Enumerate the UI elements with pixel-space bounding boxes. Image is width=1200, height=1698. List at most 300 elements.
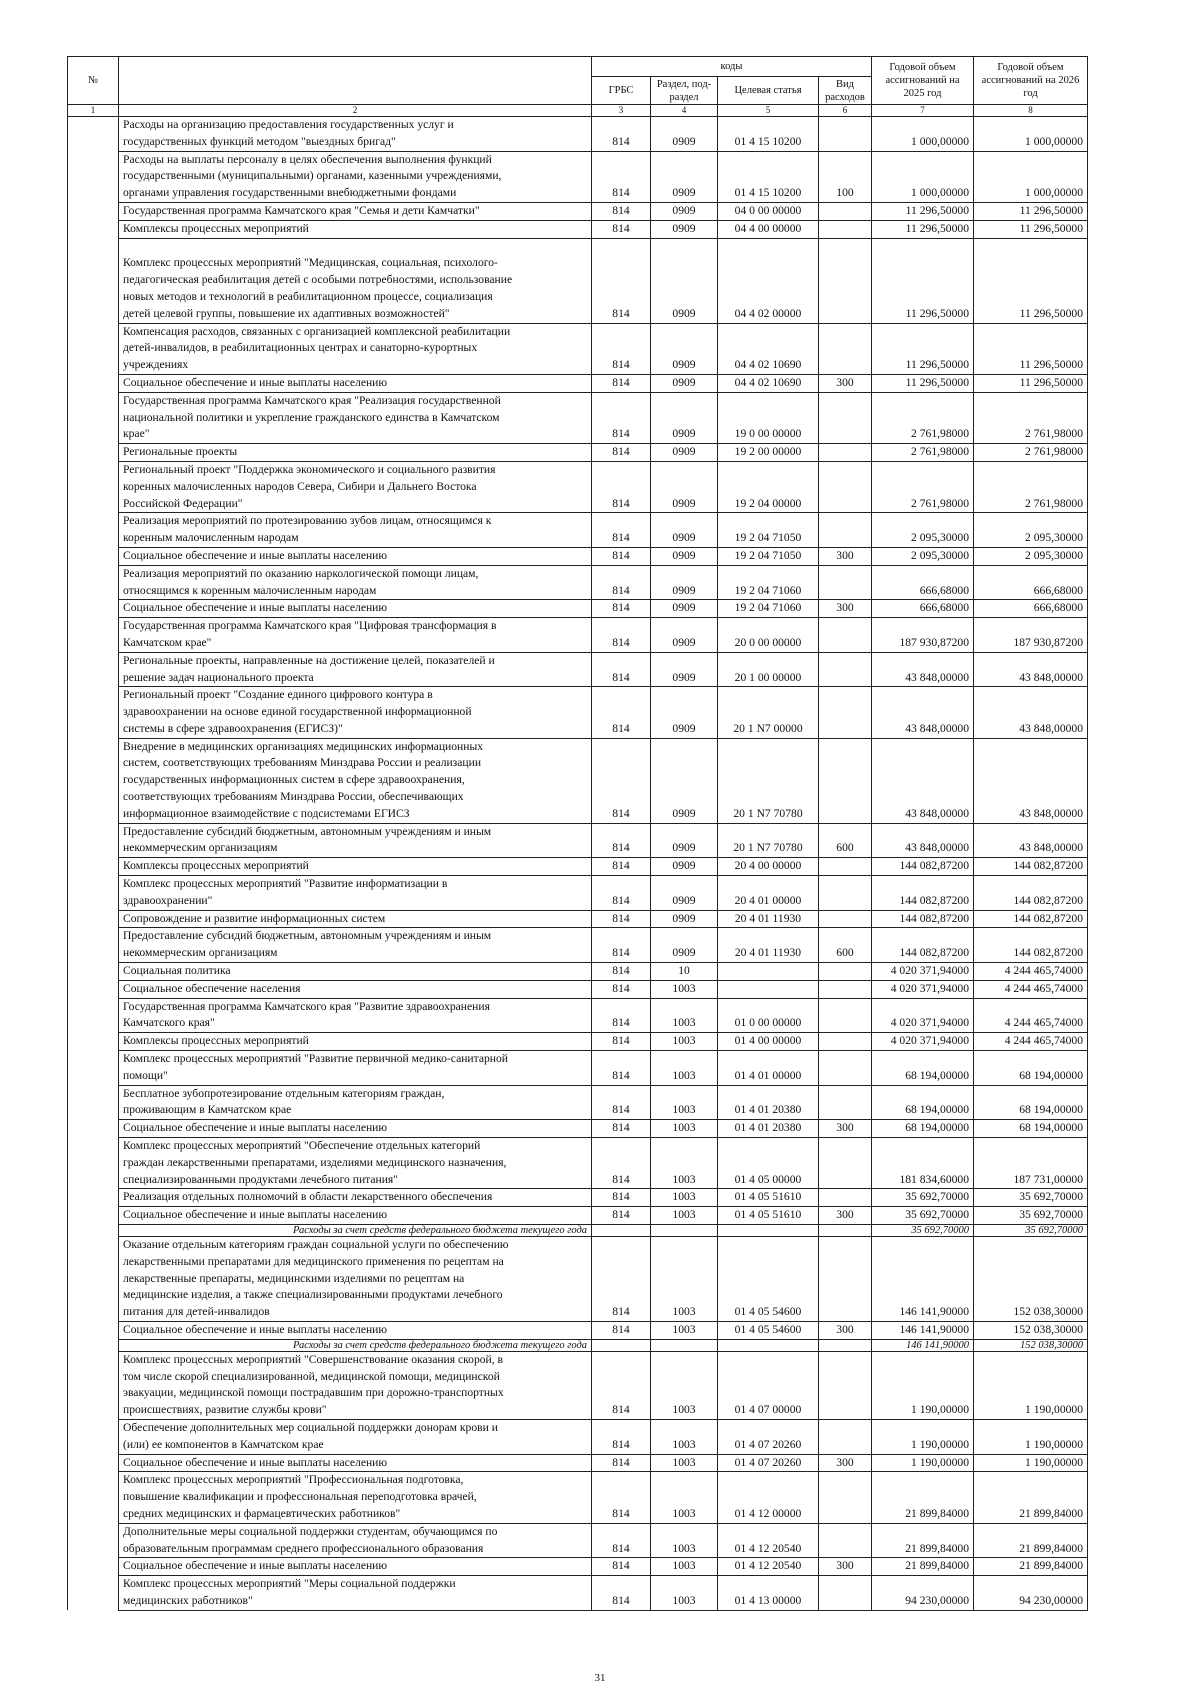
row-number-cell [68,392,119,443]
row-grbs: 814 [592,151,651,202]
row-volume-2025: 2 761,98000 [872,444,974,462]
row-name: Обеспечение дополнительных мер социальной поддержки донорам крови и (или) ее компонентов в Камчатском крае [119,1419,592,1454]
row-target: 04 4 02 10690 [718,374,819,392]
row-grbs: 814 [592,687,651,738]
header-name [119,57,592,105]
row-number-cell [68,980,119,998]
row-grbs: 814 [592,928,651,963]
row-name: Государственная программа Камчатского края "Цифровая трансформация в Камчатском крае" [119,618,592,653]
row-section: 0909 [651,461,718,512]
row-grbs: 814 [592,1321,651,1339]
row-volume-2026: 2 761,98000 [974,461,1088,512]
col-number-5: 5 [718,105,819,117]
row-number-cell [68,323,119,374]
row-volume-2026: 11 296,50000 [974,374,1088,392]
row-expense-type [819,220,872,238]
table-row [68,1120,1088,1138]
row-name: Расходы на организацию предоставления государственных услуг и государственных функций методом "выездных бригад" [119,117,592,152]
col-number-2: 2 [119,105,592,117]
row-expense-type [819,858,872,876]
table-row [68,238,1088,323]
row-expense-type [819,1339,872,1351]
row-number-cell [68,1523,119,1558]
col-number-7: 7 [872,105,974,117]
row-volume-2025: 4 020 371,94000 [872,1033,974,1051]
row-expense-type [819,117,872,152]
row-volume-2025: 43 848,00000 [872,738,974,823]
row-name: Социальное обеспечение и иные выплаты населению [119,1321,592,1339]
row-section: 0909 [651,151,718,202]
row-number-cell [68,1419,119,1454]
row-section: 0909 [651,600,718,618]
row-target: 04 4 02 10690 [718,323,819,374]
row-grbs: 814 [592,1472,651,1523]
row-section: 0909 [651,238,718,323]
row-target [718,1339,819,1351]
row-grbs [592,1339,651,1351]
table-row [68,392,1088,443]
row-expense-type: 600 [819,823,872,858]
row-target: 19 0 00 00000 [718,392,819,443]
row-number-cell [68,600,119,618]
row-volume-2026: 4 244 465,74000 [974,1033,1088,1051]
row-volume-2026: 2 761,98000 [974,444,1088,462]
table-row [68,1051,1088,1086]
row-target: 01 4 07 00000 [718,1351,819,1419]
row-section: 1003 [651,1207,718,1225]
row-target: 04 0 00 00000 [718,202,819,220]
row-number-cell [68,1472,119,1523]
table-row [68,998,1088,1033]
row-expense-type [819,652,872,687]
row-volume-2026: 21 899,84000 [974,1558,1088,1576]
row-volume-2026: 1 000,00000 [974,151,1088,202]
row-grbs: 814 [592,1454,651,1472]
row-section: 1003 [651,980,718,998]
row-grbs: 814 [592,652,651,687]
row-section: 0909 [651,392,718,443]
row-volume-2025: 68 194,00000 [872,1085,974,1120]
row-number-cell [68,117,119,152]
row-target: 20 4 01 11930 [718,910,819,928]
header-volume-2026: Годовой объем ассигнований на 2026 год [974,57,1088,105]
row-expense-type [819,618,872,653]
row-target [718,980,819,998]
row-grbs [592,1225,651,1237]
row-section: 0909 [651,823,718,858]
row-section: 0909 [651,565,718,600]
row-expense-type: 300 [819,600,872,618]
row-volume-2025: 2 095,30000 [872,513,974,548]
row-number-cell [68,928,119,963]
row-expense-type: 300 [819,547,872,565]
row-target: 01 4 12 00000 [718,1472,819,1523]
row-grbs: 814 [592,1351,651,1419]
row-expense-type [819,1472,872,1523]
row-grbs: 814 [592,117,651,152]
row-expense-type: 300 [819,1321,872,1339]
row-expense-type: 300 [819,374,872,392]
row-name: Комплекс процессных мероприятий "Развитие первичной медико-санитарной помощи" [119,1051,592,1086]
row-name: Бесплатное зубопротезирование отдельным категориям граждан, проживающим в Камчатском крае [119,1085,592,1120]
table-row [68,738,1088,823]
row-grbs: 814 [592,1576,651,1611]
row-target: 20 1 N7 00000 [718,687,819,738]
row-target: 01 4 12 20540 [718,1523,819,1558]
row-section: 0909 [651,444,718,462]
row-volume-2025: 11 296,50000 [872,220,974,238]
row-target: 01 4 05 51610 [718,1207,819,1225]
table-row [68,1454,1088,1472]
row-number-cell [68,1120,119,1138]
table-row [68,323,1088,374]
row-section: 1003 [651,1189,718,1207]
row-target: 20 4 01 00000 [718,876,819,911]
row-target: 01 4 05 51610 [718,1189,819,1207]
row-section: 1003 [651,1576,718,1611]
row-volume-2025: 94 230,00000 [872,1576,974,1611]
row-number-cell [68,1189,119,1207]
row-volume-2026: 43 848,00000 [974,738,1088,823]
row-expense-type: 300 [819,1207,872,1225]
row-grbs: 814 [592,1558,651,1576]
table-row [68,565,1088,600]
row-section: 1003 [651,1033,718,1051]
table-row [68,876,1088,911]
row-volume-2025: 146 141,90000 [872,1237,974,1322]
row-volume-2026: 144 082,87200 [974,928,1088,963]
row-grbs: 814 [592,823,651,858]
row-grbs: 814 [592,1138,651,1189]
row-target: 01 4 13 00000 [718,1576,819,1611]
row-name: Комплекс процессных мероприятий "Медицинская, социальная, психолого- педагогическая реабилитация детей с особыми потребностями, использование новых методов и технологий в реабилитационном процессе, социализация детей целевой группы, повышение их адаптивных возможностей" [119,238,592,323]
row-number-cell [68,1207,119,1225]
row-name: Социальное обеспечение и иные выплаты населению [119,1558,592,1576]
row-expense-type [819,202,872,220]
row-expense-type: 300 [819,1120,872,1138]
row-number-cell [68,220,119,238]
row-target: 01 4 00 00000 [718,1033,819,1051]
row-volume-2026: 4 244 465,74000 [974,980,1088,998]
row-grbs: 814 [592,220,651,238]
row-number-cell [68,1033,119,1051]
table-row [68,1419,1088,1454]
row-target: 19 2 00 00000 [718,444,819,462]
row-name: Внедрение в медицинских организациях медицинских информационных систем, соответствующих требованиям Минздрава России и реализации государственных информационных систем в сфере здравоохранения, соответствующих требованиям Минздрава России, обеспечивающих информационное взаимодействие с подсистемами ЕГИСЗ [119,738,592,823]
row-name: Региональные проекты [119,444,592,462]
row-grbs: 814 [592,1237,651,1322]
row-section: 1003 [651,1321,718,1339]
table-row [68,461,1088,512]
row-number-cell [68,1321,119,1339]
row-number-cell [68,738,119,823]
row-grbs: 814 [592,238,651,323]
row-name: Государственная программа Камчатского края "Реализация государственной национальной политики и укрепление гражданского единства в Камчатском крае" [119,392,592,443]
row-section: 0909 [651,910,718,928]
row-name: Социальное обеспечение и иные выплаты населению [119,600,592,618]
row-expense-type [819,565,872,600]
row-grbs: 814 [592,1051,651,1086]
row-volume-2026: 94 230,00000 [974,1576,1088,1611]
row-number-cell [68,238,119,323]
row-volume-2025: 35 692,70000 [872,1225,974,1237]
row-number-cell [68,1576,119,1611]
row-section: 1003 [651,1120,718,1138]
table-row [68,151,1088,202]
row-expense-type [819,876,872,911]
row-number-cell [68,858,119,876]
row-name: Сопровождение и развитие информационных систем [119,910,592,928]
row-volume-2025: 187 930,87200 [872,618,974,653]
budget-table [67,56,1088,1611]
row-expense-type [819,444,872,462]
row-volume-2025: 4 020 371,94000 [872,998,974,1033]
row-expense-type [819,1189,872,1207]
row-volume-2025: 1 000,00000 [872,151,974,202]
row-volume-2025: 1 190,00000 [872,1351,974,1419]
row-section: 0909 [651,618,718,653]
row-grbs: 814 [592,374,651,392]
row-number-cell [68,963,119,981]
row-number-cell [68,910,119,928]
row-expense-type [819,513,872,548]
row-target: 04 4 00 00000 [718,220,819,238]
row-target [718,1225,819,1237]
row-name: Комплексы процессных мероприятий [119,858,592,876]
row-volume-2026: 152 038,30000 [974,1321,1088,1339]
row-expense-type [819,1033,872,1051]
row-name: Региональные проекты, направленные на достижение целей, показателей и решение задач национального проекта [119,652,592,687]
row-number-cell [68,1051,119,1086]
row-grbs: 814 [592,1523,651,1558]
row-grbs: 814 [592,1419,651,1454]
row-number-cell [68,1339,119,1351]
row-volume-2025: 144 082,87200 [872,928,974,963]
row-expense-type [819,910,872,928]
header-number: № [68,57,119,105]
row-volume-2026: 4 244 465,74000 [974,998,1088,1033]
row-grbs: 814 [592,1189,651,1207]
table-note-row [68,1339,1088,1351]
row-target: 01 4 05 54600 [718,1321,819,1339]
row-number-cell [68,151,119,202]
table-row [68,1033,1088,1051]
row-expense-type [819,1576,872,1611]
table-row [68,1237,1088,1322]
table-row [68,444,1088,462]
row-section: 1003 [651,1138,718,1189]
row-target: 01 4 15 10200 [718,117,819,152]
row-section: 1003 [651,1351,718,1419]
row-number-cell [68,1351,119,1419]
row-volume-2026: 1 000,00000 [974,117,1088,152]
col-number-8: 8 [974,105,1088,117]
row-grbs: 814 [592,876,651,911]
table-row [68,220,1088,238]
row-volume-2025: 181 834,60000 [872,1138,974,1189]
table-row [68,1351,1088,1419]
row-target: 01 4 15 10200 [718,151,819,202]
row-volume-2026: 68 194,00000 [974,1120,1088,1138]
row-grbs: 814 [592,1033,651,1051]
col-number-4: 4 [651,105,718,117]
row-volume-2026: 2 095,30000 [974,547,1088,565]
header-expense-type: Вид расходов [819,77,872,105]
row-volume-2025: 144 082,87200 [872,910,974,928]
table-row [68,687,1088,738]
row-number-cell [68,618,119,653]
row-grbs: 814 [592,738,651,823]
row-section: 1003 [651,1454,718,1472]
row-expense-type [819,963,872,981]
row-expense-type [819,1085,872,1120]
table-row [68,1558,1088,1576]
row-expense-type [819,1138,872,1189]
row-name: Комплексы процессных мероприятий [119,1033,592,1051]
row-volume-2026: 43 848,00000 [974,652,1088,687]
row-volume-2026: 666,68000 [974,565,1088,600]
row-target: 01 4 12 20540 [718,1558,819,1576]
row-section: 0909 [651,547,718,565]
row-name: Социальное обеспечение и иные выплаты населению [119,1120,592,1138]
table-row [68,1321,1088,1339]
row-volume-2026: 1 190,00000 [974,1454,1088,1472]
table-row [68,513,1088,548]
row-volume-2025: 144 082,87200 [872,876,974,911]
row-expense-type: 300 [819,1558,872,1576]
row-target: 19 2 04 71050 [718,513,819,548]
row-volume-2026: 35 692,70000 [974,1189,1088,1207]
row-target: 04 4 02 00000 [718,238,819,323]
row-target: 20 4 01 11930 [718,928,819,963]
table-row [68,202,1088,220]
row-section: 1003 [651,1085,718,1120]
row-number-cell [68,1558,119,1576]
row-volume-2025: 11 296,50000 [872,374,974,392]
row-volume-2025: 1 000,00000 [872,117,974,152]
row-volume-2025: 43 848,00000 [872,652,974,687]
row-expense-type [819,1351,872,1419]
table-row [68,1472,1088,1523]
row-section: 1003 [651,1523,718,1558]
row-volume-2025: 35 692,70000 [872,1207,974,1225]
table-row [68,823,1088,858]
table-row [68,1138,1088,1189]
table-row [68,1523,1088,1558]
row-expense-type [819,323,872,374]
row-target: 20 1 N7 70780 [718,738,819,823]
row-grbs: 814 [592,392,651,443]
row-section: 0909 [651,876,718,911]
row-volume-2026: 35 692,70000 [974,1225,1088,1237]
row-volume-2025: 144 082,87200 [872,858,974,876]
row-section: 1003 [651,998,718,1033]
row-section: 1003 [651,1558,718,1576]
row-name: Предоставление субсидий бюджетным, автономным учреждениям и иным некоммерческим организациям [119,928,592,963]
row-grbs: 814 [592,461,651,512]
row-section: 0909 [651,738,718,823]
row-target: 20 1 N7 70780 [718,823,819,858]
row-target: 20 4 00 00000 [718,858,819,876]
row-name: Социальное обеспечение и иные выплаты населению [119,1207,592,1225]
row-target: 20 0 00 00000 [718,618,819,653]
row-section: 0909 [651,687,718,738]
row-number-cell [68,461,119,512]
row-volume-2025: 1 190,00000 [872,1454,974,1472]
row-volume-2026: 11 296,50000 [974,202,1088,220]
row-volume-2026: 68 194,00000 [974,1051,1088,1086]
row-volume-2026: 21 899,84000 [974,1523,1088,1558]
row-volume-2025: 146 141,90000 [872,1339,974,1351]
row-volume-2026: 43 848,00000 [974,687,1088,738]
row-number-cell [68,202,119,220]
table-row [68,1207,1088,1225]
row-name: Реализация отдельных полномочий в области лекарственного обеспечения [119,1189,592,1207]
row-expense-type [819,1225,872,1237]
row-volume-2026: 21 899,84000 [974,1472,1088,1523]
header-grbs: ГРБС [592,77,651,105]
row-grbs: 814 [592,323,651,374]
table-row [68,910,1088,928]
row-volume-2025: 68 194,00000 [872,1051,974,1086]
row-expense-type [819,238,872,323]
table-note-row [68,1225,1088,1237]
row-expense-type [819,392,872,443]
row-volume-2025: 43 848,00000 [872,687,974,738]
row-name: Реализация мероприятий по оказанию наркологической помощи лицам, относящимся к коренным малочисленным народам [119,565,592,600]
row-expense-type [819,1237,872,1322]
row-volume-2026: 4 244 465,74000 [974,963,1088,981]
row-target: 19 2 04 71060 [718,565,819,600]
row-number-cell [68,876,119,911]
row-grbs: 814 [592,1207,651,1225]
row-number-cell [68,998,119,1033]
row-volume-2026: 1 190,00000 [974,1419,1088,1454]
row-expense-type: 100 [819,151,872,202]
row-volume-2025: 2 761,98000 [872,461,974,512]
header-volume-2025: Годовой объем ассигнований на 2025 год [872,57,974,105]
table-row [68,618,1088,653]
row-expense-type [819,1051,872,1086]
row-name: Дополнительные меры социальной поддержки студентам, обучающимся по образовательным программам среднего профессионального образования [119,1523,592,1558]
row-volume-2025: 666,68000 [872,565,974,600]
row-volume-2025: 21 899,84000 [872,1558,974,1576]
page-number: 31 [594,1672,606,1684]
row-volume-2025: 4 020 371,94000 [872,980,974,998]
row-section [651,1225,718,1237]
row-name: Комплекс процессных мероприятий "Меры социальной поддержки медицинских работников" [119,1576,592,1611]
row-target: 01 4 01 00000 [718,1051,819,1086]
row-grbs: 814 [592,1085,651,1120]
row-name: Расходы за счет средств федерального бюджета текущего года [119,1225,592,1237]
row-section: 0909 [651,858,718,876]
table-row [68,547,1088,565]
row-target: 19 2 04 71050 [718,547,819,565]
row-number-cell [68,1085,119,1120]
row-section: 1003 [651,1419,718,1454]
row-volume-2025: 1 190,00000 [872,1419,974,1454]
table-row [68,1576,1088,1611]
row-volume-2025: 35 692,70000 [872,1189,974,1207]
row-volume-2026: 43 848,00000 [974,823,1088,858]
row-number-cell [68,1225,119,1237]
row-volume-2026: 2 761,98000 [974,392,1088,443]
row-target [718,963,819,981]
row-expense-type: 300 [819,1454,872,1472]
row-name: Расходы на выплаты персоналу в целях обеспечения выполнения функций государственными (муниципальными) органами, казенными учреждениями, органами управления государственными внебюджетными фондами [119,151,592,202]
row-name: Комплекс процессных мероприятий "Развитие информатизации в здравоохранении" [119,876,592,911]
row-number-cell [68,513,119,548]
